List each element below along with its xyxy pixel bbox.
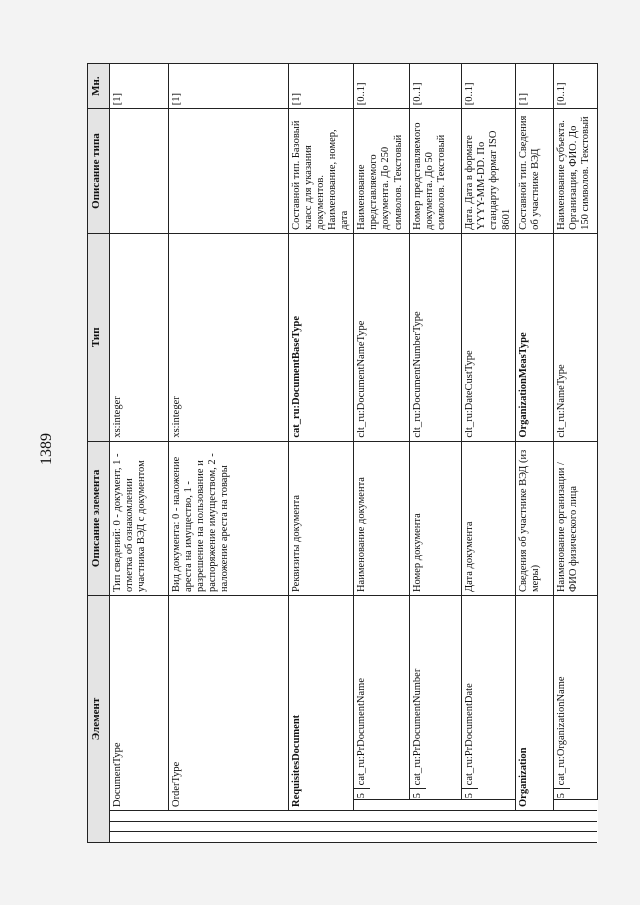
cell-multiplicity: [0..1] [553, 64, 597, 109]
cell-type-description [110, 109, 169, 234]
table-row [553, 64, 597, 843]
header-type: Тип [88, 233, 110, 441]
cell-element: RequisitesDocument [289, 596, 354, 811]
rotated-table-wrapper [87, 63, 589, 843]
level-number: 5 [462, 788, 478, 799]
element-name: cat_ru:OrganizationName [555, 676, 567, 786]
element-name: cat_ru:PrDocumentName [356, 678, 368, 786]
schema-table [87, 63, 598, 843]
element-name: cat_ru:PrDocumentNumber [412, 668, 424, 786]
cell-multiplicity: [1] [515, 64, 553, 109]
table-row [410, 64, 462, 843]
header-element: Элемент [88, 596, 110, 843]
element-name: cat_ru:PrDocumentDate [464, 683, 476, 786]
table-row [289, 64, 354, 843]
cell-description: Номер документа [410, 441, 462, 595]
cell-description: Реквизиты документа [289, 441, 354, 595]
cell-type-description: Составной тип. Базовый класс для указания документов. Наименование, номер, дата [289, 109, 354, 234]
table-container [87, 63, 589, 843]
cell-type: xs:integer [110, 233, 169, 441]
cell-type: OrganizationMeasType [515, 233, 553, 441]
cell-type: clt_ru:NameType [553, 233, 597, 441]
cell-description: Сведения об участнике ВЭД (из меры) [515, 441, 553, 595]
table-row [110, 64, 169, 843]
table-header-row [88, 64, 110, 843]
cell-element [462, 596, 515, 800]
cell-multiplicity: [0..1] [410, 64, 462, 109]
cell-type-description: Составной тип. Сведения об участнике ВЭД [515, 109, 553, 234]
cell-description: Наименование организации / ФИО физического лица [553, 441, 597, 595]
level-number: 5 [354, 788, 370, 799]
cell-type: clt_ru:DocumentNumberType [410, 233, 462, 441]
cell-type-description: Номер представляемого документа. До 50 символов. Текстовый [410, 109, 462, 234]
cell-element [553, 596, 597, 800]
cell-type: clt_ru:DocumentNameType [354, 233, 410, 441]
header-element-description: Описание элемента [88, 441, 110, 595]
table-row [354, 64, 410, 843]
level-number: 5 [554, 788, 570, 799]
cell-multiplicity: [0..1] [354, 64, 410, 109]
cell-type: xs:integer [169, 233, 289, 441]
header-type-description: Описание типа [88, 109, 110, 234]
page-number: 1389 [38, 433, 55, 465]
cell-type-description: Наименование представляемого документа. До 250 символов. Текстовый [354, 109, 410, 234]
cell-type: clt_ru:DateCustType [462, 233, 515, 441]
cell-element: DocumentType [110, 596, 169, 811]
table-row [169, 64, 289, 843]
cell-type-description [169, 109, 289, 234]
cell-description: Тип сведений: 0 - документ, 1 - отметка об ознакомлении участника ВЭД с документом [110, 441, 169, 595]
cell-multiplicity: [1] [169, 64, 289, 109]
cell-element: OrderType [169, 596, 289, 811]
cell-multiplicity: [1] [289, 64, 354, 109]
table-row [462, 64, 515, 843]
cell-type-description: Наименование субъекта. Организация, ФИО. До 150 символов. Текстовый [553, 109, 597, 234]
cell-multiplicity: [0..1] [462, 64, 515, 109]
cell-description: Дата документа [462, 441, 515, 595]
cell-multiplicity: [1] [110, 64, 169, 109]
cell-type-description: Дата. Дата в формате YYYY-MM-DD. По стандарту формат ISO 8601 [462, 109, 515, 234]
cell-description: Наименование документа [354, 441, 410, 595]
cell-type: cat_ru:DocumentBaseType [289, 233, 354, 441]
table-row [515, 64, 553, 843]
cell-element: Organization [515, 596, 553, 811]
cell-element [354, 596, 410, 800]
header-multiplicity: Мн. [88, 64, 110, 109]
level-number: 5 [410, 788, 426, 799]
cell-element [410, 596, 462, 800]
cell-description: Вид документа: 0 - наложение ареста на имущество, 1 - разрешение на пользование и распоряжение имуществом, 2 - наложение ареста на товары [169, 441, 289, 595]
